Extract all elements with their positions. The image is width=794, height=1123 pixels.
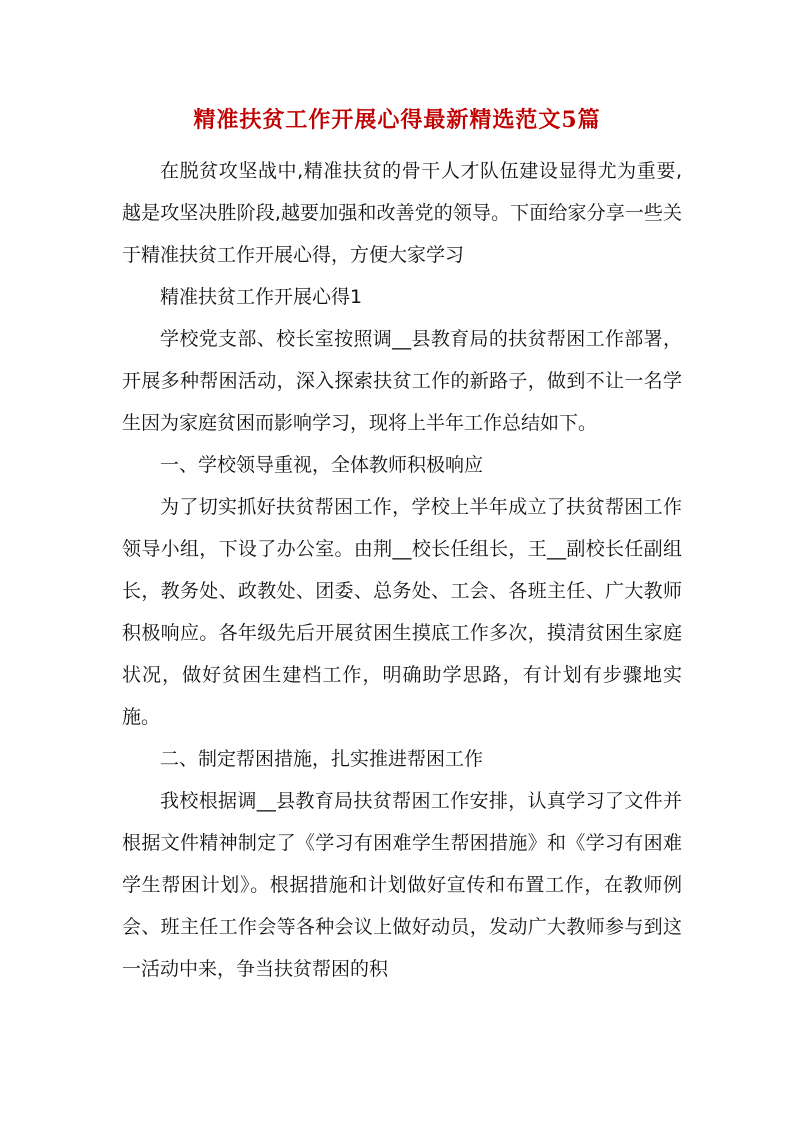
section-heading: 精准扶贫工作开展心得1 — [160, 286, 363, 308]
intro-paragraph: 在脱贫攻坚战中,精准扶贫的骨干人才队伍建设显得尤为重要,越是攻坚决胜阶段,越要加强和改善党的领导。下面给家分享一些关于精准扶贫工作开展心得，方便大家学习 — [122, 160, 682, 266]
section-paragraph: 学校党支部、校长室按照调__县教育局的扶贫帮困工作部署，开展多种帮困活动，深入探索扶贫工作的新路子，做到不让一名学生因为家庭贫困而影响学习，现将上半年工作总结如下。 — [122, 328, 682, 434]
document-title: 精准扶贫工作开展心得最新精选范文5篇 — [193, 107, 601, 133]
subsection-paragraph-2: 我校根据调__县教育局扶贫帮困工作安排，认真学习了文件并根据文件精神制定了《学习有困难学生帮困措施》和《学习有困难学生帮困计划》。根据措施和计划做好宣传和布置工作，在教师例会、班主任工作会等各种会议上做好动员，发动广大教师参与到这一活动中来，争当扶贫帮困的积 — [122, 790, 682, 980]
subsection-paragraph-1: 为了切实抓好扶贫帮困工作，学校上半年成立了扶贫帮困工作领导小组，下设了办公室。由荆__校长任组长，王__副校长任副组长，教务处、政教处、团委、总务处、工会、各班主任、广大教师积极响应。各年级先后开展贫困生摸底工作多次，摸清贫困生家庭状况，做好贫困生建档工作，明确助学思路，有计划有步骤地实施。 — [122, 496, 682, 728]
subsection-heading-1: 一、学校领导重视，全体教师积极响应 — [160, 454, 484, 476]
document-body — [122, 150, 682, 990]
subsection-heading-2: 二、制定帮困措施，扎实推进帮困工作 — [160, 748, 484, 770]
